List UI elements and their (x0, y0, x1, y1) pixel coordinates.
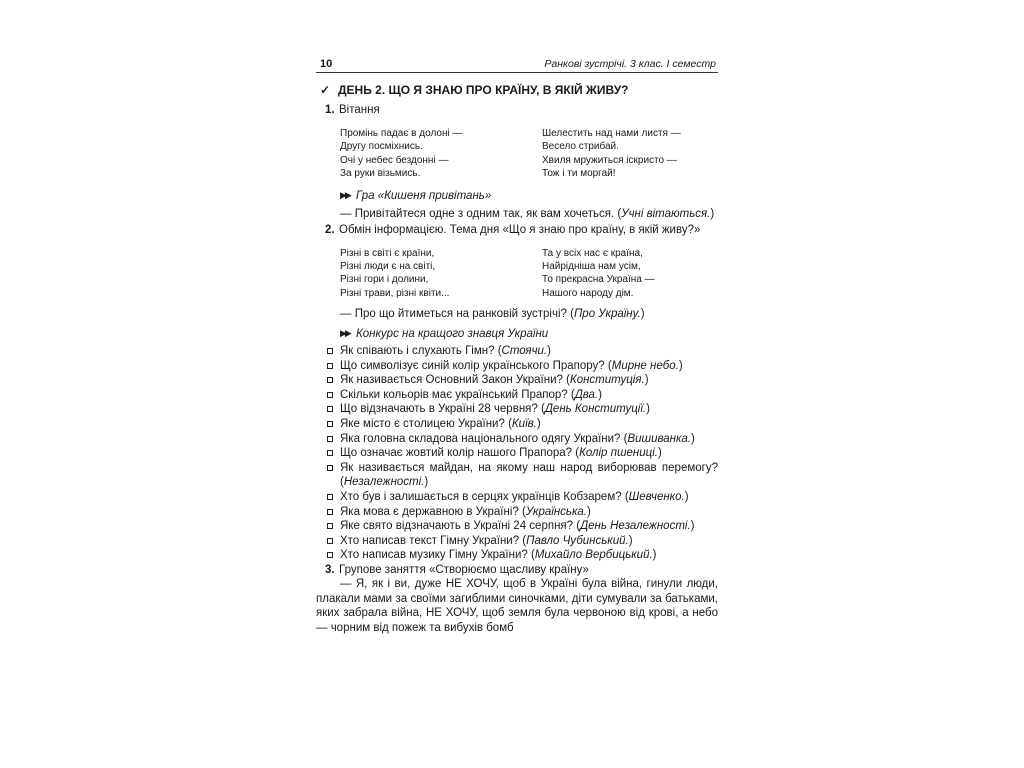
running-title: Ранкові зустрічі. 3 клас. I семестр (544, 58, 716, 70)
section-title: Обмін інформацією. Тема дня «Що я знаю про країну, в якій живу?» (339, 223, 701, 236)
checkbox-bullet-icon (327, 552, 333, 558)
section-1-heading (316, 103, 718, 117)
section-3-heading (316, 563, 718, 577)
book-page (316, 52, 718, 635)
quiz-answer: Незалежності. (343, 476, 425, 489)
checkbox-bullet-icon (327, 538, 333, 544)
quiz-question: Хто написав музику Гімну України? ( (340, 549, 535, 562)
quiz-item: Яка головна складова національного одягу України? (Вишиванка.) (316, 432, 718, 447)
contest-heading (316, 328, 718, 342)
quiz-item: Скільки кольорів має український Прапор? (Два.) (316, 388, 718, 403)
question-answer: Про Україну. (573, 307, 641, 320)
quiz-question: Яка мова є державною в Україні? ( (340, 505, 526, 518)
checkbox-bullet-icon (327, 363, 333, 369)
quiz-question: Хто був і залишається в серцях українців Кобзарем? ( (340, 490, 629, 503)
section-title: Групове заняття «Створюємо щасливу країну» (339, 563, 589, 576)
dialog-text: — Привітайтеся одне з одним так, як вам хочеться. ( (340, 208, 622, 220)
checkbox-bullet-icon (327, 450, 333, 456)
greeting-dialog (340, 207, 718, 222)
poem-right-column (542, 247, 655, 301)
checkbox-bullet-icon (327, 509, 333, 515)
poem-left-column (340, 247, 449, 301)
quiz-answer: Два. (574, 388, 599, 401)
quiz-question: Скільки кольорів має український Прапор? ( (340, 388, 575, 401)
poem-line: Різні люди є на світі, (340, 260, 436, 272)
poem-line: Промінь падає в долоні — (340, 128, 463, 139)
dialog-end: ) (710, 208, 715, 220)
quiz-question: Яка головна складова національного одягу України? ( (340, 432, 628, 445)
quiz-answer: День Незалежності. (580, 520, 691, 533)
section-number: 1. (325, 104, 335, 116)
quiz-answer: Конституція. (569, 374, 645, 387)
poem-line: Різні трави, різні квіти... (340, 287, 450, 299)
poem-line: Різні в світі є країни, (340, 247, 435, 259)
checkbox-bullet-icon (327, 421, 333, 427)
quiz-item: Яка мова є державною в Україні? (Українська.) (316, 505, 718, 520)
quiz-answer: Павло Чубинський. (526, 534, 629, 547)
poem-line: То прекрасна Україна — (542, 274, 655, 286)
double-arrow-icon: ▶▶ (340, 190, 350, 200)
quiz-item: Як співають і слухають Гімн? (Стоячи.) (316, 344, 718, 359)
quiz-item: Хто написав музику Гімну України? (Михайло Вербицький.) (316, 548, 718, 563)
checkbox-bullet-icon (327, 406, 333, 412)
quiz-item: Що означає жовтий колір нашого Прапора? (Колір пшениці.) (316, 446, 718, 461)
quiz-list (316, 344, 718, 563)
checkbox-bullet-icon (327, 494, 333, 500)
quiz-item: Хто був і залишається в серцях українців Кобзарем? (Шевченко.) (316, 490, 718, 505)
poem-line: За руки візьмись. (340, 168, 421, 180)
quiz-answer: Стоячи. (501, 345, 548, 357)
quiz-item: Яке місто є столицею України? (Київ.) (316, 417, 718, 432)
quiz-question: Як називається Основний Закон України? ( (340, 374, 570, 387)
quiz-question: Що символізує синій колір українського Прапору? ( (340, 359, 612, 372)
checkbox-bullet-icon (327, 465, 333, 471)
game-title: Гра «Кишеня привітань» (356, 190, 492, 202)
poem-line: Та у всіх нас є країна, (542, 247, 643, 259)
poem-line: Найрідніша нам усім, (542, 260, 641, 272)
quiz-question: Що відзначають в Україні 28 червня? ( (340, 403, 545, 416)
quiz-item: Хто написав текст Гімну України? (Павло Чубинський.) (316, 534, 718, 549)
checkbox-bullet-icon (327, 392, 333, 398)
quiz-question: Яке свято відзначають в Україні 24 серпня? ( (340, 520, 581, 533)
poem-line: Шелестить над нами листя — (542, 128, 681, 139)
quiz-answer: Колір пшениці. (579, 447, 658, 460)
poem-line: Тож і ти моргай! (542, 168, 616, 180)
poem-left-column (340, 127, 462, 181)
question-text: — Про що йтиметься на ранковій зустрічі? ( (340, 307, 574, 320)
section-3-body: — Я, як і ви, дуже НЕ ХОЧУ, щоб в Україні була війна, гинули люди, плакали мами за своїми загиблими синочками, діти сумували за батьками, яких забрала війна, НЕ ХОЧУ, щоб земля була червоною від крові, а небо — чорним від пожеж та вибухів бомб (316, 577, 718, 634)
day-title (316, 83, 718, 101)
checkbox-bullet-icon (327, 523, 333, 529)
quiz-answer: Вишиванка. (627, 432, 691, 445)
quiz-item: Як називається майдан, на якому наш народ виборював перемогу? (Незалежності.) (316, 461, 718, 490)
quiz-question: Хто написав текст Гімну України? ( (340, 534, 527, 547)
quiz-answer: Шевченко. (628, 490, 685, 503)
checkbox-bullet-icon (327, 377, 333, 383)
poem-line: Хвиля мружиться іскристо — (542, 154, 677, 166)
poem-line: Весело стрибай. (542, 141, 619, 153)
quiz-answer: Київ. (511, 417, 537, 430)
checkbox-bullet-icon (327, 436, 333, 442)
quiz-answer: Українська. (525, 505, 587, 518)
poem-right-column (542, 127, 681, 181)
poem-line: Другу посміхнись. (340, 141, 423, 153)
double-arrow-icon: ▶▶ (340, 328, 350, 338)
poem-line: Різні гори і долини, (340, 274, 429, 286)
quiz-question: Як співають і слухають Гімн? ( (340, 345, 502, 357)
poem-line: Очі у небес бездонні — (340, 154, 449, 166)
day-title-text: ДЕНЬ 2. ЩО Я ЗНАЮ ПРО КРАЇНУ, В ЯКІЙ ЖИВУ? (338, 83, 629, 97)
page-header (316, 52, 718, 73)
contest-title: Конкурс на кращого знавця України (356, 328, 549, 340)
quiz-question: Як називається майдан, на якому наш народ виборював перемогу? ( (340, 461, 718, 489)
quiz-answer: День Конституції. (544, 403, 647, 416)
checkbox-bullet-icon (327, 348, 333, 354)
check-icon: ✓ (320, 83, 331, 97)
question-end: ) (640, 307, 645, 320)
game-heading (316, 190, 718, 204)
quiz-item: Що відзначають в Україні 28 червня? (День Конституції.) (316, 402, 718, 417)
dialog-answer: Учні вітаються. (621, 208, 711, 220)
quiz-answer: Мирне небо. (611, 359, 679, 372)
topic-poem (316, 247, 718, 301)
topic-question (340, 307, 718, 322)
section-number: 3. (325, 563, 335, 576)
page-number: 10 (320, 58, 333, 70)
section-title: Вітання (339, 104, 380, 116)
quiz-item: Як називається Основний Закон України? (Конституція.) (316, 373, 718, 388)
poem-line: Нашого народу дім. (542, 287, 634, 299)
quiz-answer: Михайло Вербицький. (534, 549, 653, 562)
quiz-item: Що символізує синій колір українського Прапору? (Мирне небо.) (316, 359, 718, 374)
quiz-item: Яке свято відзначають в Україні 24 серпня? (День Незалежності.) (316, 519, 718, 534)
quiz-question: Що означає жовтий колір нашого Прапора? ( (340, 447, 580, 460)
section-2-heading (316, 223, 718, 237)
greeting-poem (316, 127, 718, 181)
section-number: 2. (325, 223, 335, 236)
quiz-question: Яке місто є столицею України? ( (340, 417, 512, 430)
